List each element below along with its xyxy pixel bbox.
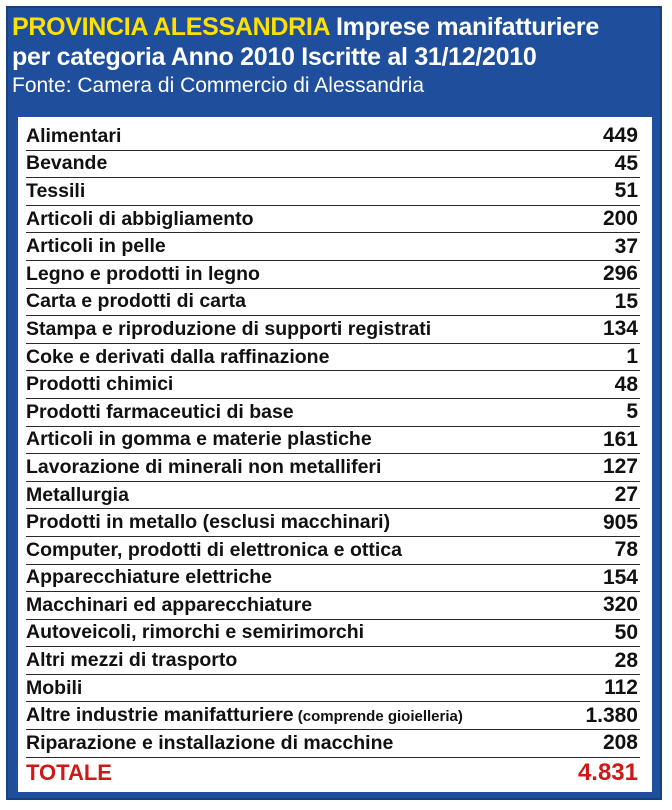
table-row [26,233,640,261]
row-label-text: Coke e derivati dalla raffinazione [26,345,330,368]
row-label-text: Mobili [26,676,83,699]
table-row [26,592,640,620]
row-label [26,346,329,369]
header [12,12,652,100]
row-value: 161 [602,427,638,451]
row-value: 905 [602,510,638,534]
row-label-text: Alimentari [26,124,122,147]
table-row [26,702,640,730]
row-label-text: Legno e prodotti in legno [26,262,260,285]
row-label [26,125,121,148]
row-value: 51 [614,179,638,203]
table-row [26,371,640,399]
row-label-text: Articoli in gomma e materie plastiche [26,428,372,451]
row-label-text: Stampa e riproduzione di supporti registrati [26,317,432,340]
title-line-1 [12,12,652,42]
table-row [26,261,640,289]
row-label [26,428,372,451]
row-value: 1.380 [585,703,638,727]
row-label [26,594,312,617]
table-row [26,151,640,179]
row-label [26,373,173,396]
row-label [26,456,381,479]
row-label [26,208,254,231]
table-row [26,399,640,427]
row-label-text: Metallurgia [26,483,129,506]
row-label [26,566,272,589]
title-rest: Imprese manifatturiere [329,13,599,41]
row-label [26,180,85,203]
title-line-2 [12,42,652,72]
row-label [26,235,166,258]
row-value: 154 [602,565,638,589]
row-label-text: Prodotti farmaceutici di base [26,400,294,423]
row-label [26,732,393,755]
row-label-text: Prodotti chimici [26,373,174,396]
row-value: 200 [602,207,638,231]
row-value: 37 [614,234,638,258]
row-value: 296 [602,262,638,286]
row-label-text: Apparecchiature elettriche [26,566,273,589]
row-value: 208 [602,731,638,755]
row-label-text: Altre industrie manifatturiere [26,704,294,727]
table-row [26,316,640,344]
row-value: 50 [614,620,638,644]
total-value: 4.831 [577,758,638,786]
row-label [26,704,463,727]
table-row [26,482,640,510]
row-label-text: Bevande [26,152,108,175]
row-label-text: Macchinari ed apparecchiature [26,593,313,616]
row-value: 78 [614,538,638,562]
row-value: 27 [614,483,638,507]
row-value: 112 [604,676,638,700]
table-row [26,620,640,648]
table-row [26,178,640,206]
row-label [26,621,364,644]
row-label-text: Carta e prodotti di carta [26,290,246,313]
row-value: 127 [602,455,638,479]
row-label [26,677,82,700]
table-row [26,123,640,151]
row-label [26,152,107,175]
row-label-text: Riparazione e installazione di macchine [26,731,394,754]
data-panel [18,117,652,792]
table-row [26,730,640,758]
row-value: 45 [614,151,638,175]
row-value: 449 [602,124,638,148]
table-row [26,454,640,482]
table-row [26,647,640,675]
row-label-text: Articoli di abbigliamento [26,207,254,230]
row-label [26,263,260,286]
table-row [26,565,640,593]
row-label-note: (comprende gioielleria) [293,708,463,726]
row-value: 134 [602,317,638,341]
row-label [26,401,294,424]
table-row [26,206,640,234]
row-value: 48 [614,372,638,396]
title-region: PROVINCIA ALESSANDRIA [12,13,330,41]
row-value: 5 [626,400,638,424]
total-row [26,758,640,788]
row-label-text: Articoli in pelle [26,235,166,258]
row-label-text: Lavorazione di minerali non metalliferi [26,455,382,478]
row-label-text: Autoveicoli, rimorchi e semirimorchi [26,621,365,644]
data-table [26,123,640,788]
row-label [26,318,431,341]
row-label [26,290,246,313]
table-row [26,509,640,537]
row-label-text: Computer, prodotti di elettronica e ottica [26,538,402,561]
row-label-text: Altri mezzi di trasporto [26,649,238,672]
source-note: Fonte: Camera di Commercio di Alessandria [12,74,425,97]
row-label-text: Tessili [26,179,86,202]
total-label: TOTALE [26,759,112,785]
row-label [26,511,390,534]
row-label [26,484,129,507]
title-line2-rest: Anno 2010 Iscritte al 31/12/2010 [165,43,537,71]
row-value: 15 [614,289,638,313]
table-row [26,427,640,455]
row-label [26,539,402,562]
table-row [26,344,640,372]
row-label [26,649,237,672]
row-value: 28 [614,648,638,672]
table-row [26,289,640,317]
row-label-text: Prodotti in metallo (esclusi macchinari) [26,511,391,534]
table-row [26,537,640,565]
table-row [26,675,640,703]
row-value: 320 [602,593,638,617]
row-value: 1 [626,345,638,369]
title-line2-bold: per categoria [12,43,166,71]
